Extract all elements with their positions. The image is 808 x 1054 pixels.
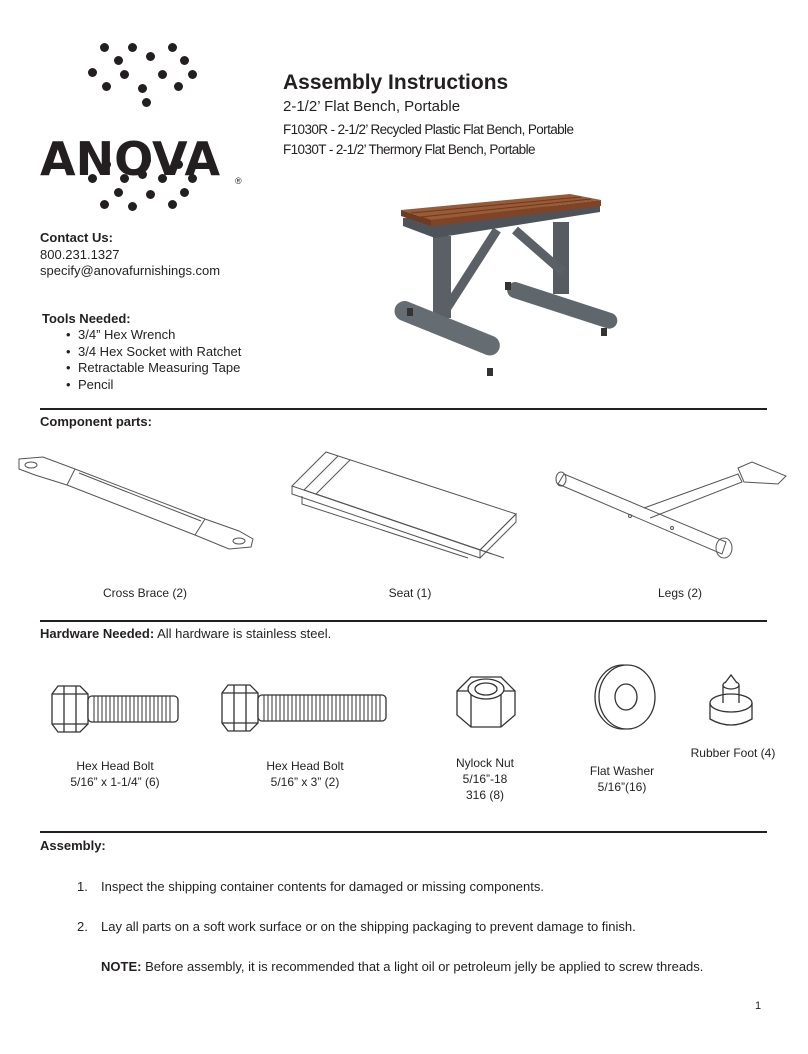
flat-washer-caption [572, 763, 672, 795]
registered-mark: ® [235, 176, 242, 186]
rubber-foot-drawing [706, 673, 756, 729]
rubber-foot-name: Rubber Foot (4) [690, 746, 776, 760]
step-2-number: 2. [77, 919, 88, 934]
hex-bolt-short-caption [40, 758, 190, 790]
note-label: NOTE: [101, 959, 142, 974]
rubber-foot-caption [680, 745, 786, 761]
flat-washer-drawing [592, 662, 654, 732]
flat-washer-name: Flat Washer [589, 764, 655, 778]
seat-caption: Seat (1) [388, 586, 432, 600]
legs-caption: Legs (2) [657, 586, 703, 600]
tool-item: • 3/4” Hex Wrench [66, 327, 241, 344]
assembly-note [101, 959, 703, 974]
tool-item: • 3/4 Hex Socket with Ratchet [66, 344, 241, 361]
nylock-nut-size: 5/16”-18 [462, 772, 508, 786]
nylock-nut-name: Nylock Nut [455, 756, 514, 770]
page-title: Assembly Instructions [283, 71, 509, 94]
page-subtitle: 2-1/2’ Flat Bench, Portable [283, 98, 461, 115]
model-line-1: F1030R - 2-1/2’ Recycled Plastic Flat Bench, Portable [283, 122, 574, 137]
bench-illustration [395, 190, 635, 380]
contact-label: Contact Us: [40, 230, 113, 245]
page-number: 1 [755, 1000, 762, 1012]
hex-bolt-long-caption [230, 758, 380, 790]
hex-bolt-long-size: 5/16” x 3” (2) [270, 775, 340, 789]
hex-bolt-short-drawing [50, 684, 182, 734]
logo-wordmark: ANOVA [40, 132, 221, 186]
tools-list [66, 327, 241, 393]
note-text: Before assembly, it is recommended that a light oil or petroleum jelly be applied to screw threads. [145, 959, 704, 974]
tool-item: • Retractable Measuring Tape [66, 360, 241, 377]
hardware-label: Hardware Needed: [40, 626, 155, 641]
step-1-number: 1. [77, 879, 88, 894]
hex-bolt-short-size: 5/16” x 1-1/4” (6) [70, 775, 160, 789]
tool-item: • Pencil [66, 377, 241, 394]
seat-drawing [290, 452, 520, 557]
hardware-heading [40, 626, 331, 641]
step-2-text: Lay all parts on a soft work surface or on the shipping packaging to prevent damage to finish. [101, 919, 636, 934]
legs-drawing [552, 458, 792, 573]
hex-bolt-short-name: Hex Head Bolt [76, 759, 154, 773]
divider [40, 408, 767, 410]
nylock-nut-qty: 316 (8) [465, 788, 505, 802]
model-line-2: F1030T - 2-1/2’ Thermory Flat Bench, Portable [283, 142, 535, 157]
contact-email: specify@anovafurnishings.com [40, 263, 221, 278]
divider [40, 831, 767, 833]
assembly-label: Assembly: [40, 838, 106, 853]
hex-bolt-long-name: Hex Head Bolt [266, 759, 344, 773]
flat-washer-size: 5/16”(16) [597, 780, 647, 794]
hardware-note: All hardware is stainless steel. [157, 626, 332, 641]
step-1-text: Inspect the shipping container contents for damaged or missing components. [101, 879, 544, 894]
components-label: Component parts: [40, 414, 152, 429]
divider [40, 620, 767, 622]
cross-brace-caption: Cross Brace (2) [102, 586, 188, 600]
hex-bolt-long-drawing [220, 683, 390, 733]
cross-brace-drawing [15, 455, 260, 555]
tools-label: Tools Needed: [42, 311, 131, 326]
nylock-nut-drawing [455, 673, 517, 731]
contact-phone: 800.231.1327 [40, 247, 120, 262]
anova-logo [38, 38, 248, 213]
nylock-nut-caption [425, 755, 545, 803]
